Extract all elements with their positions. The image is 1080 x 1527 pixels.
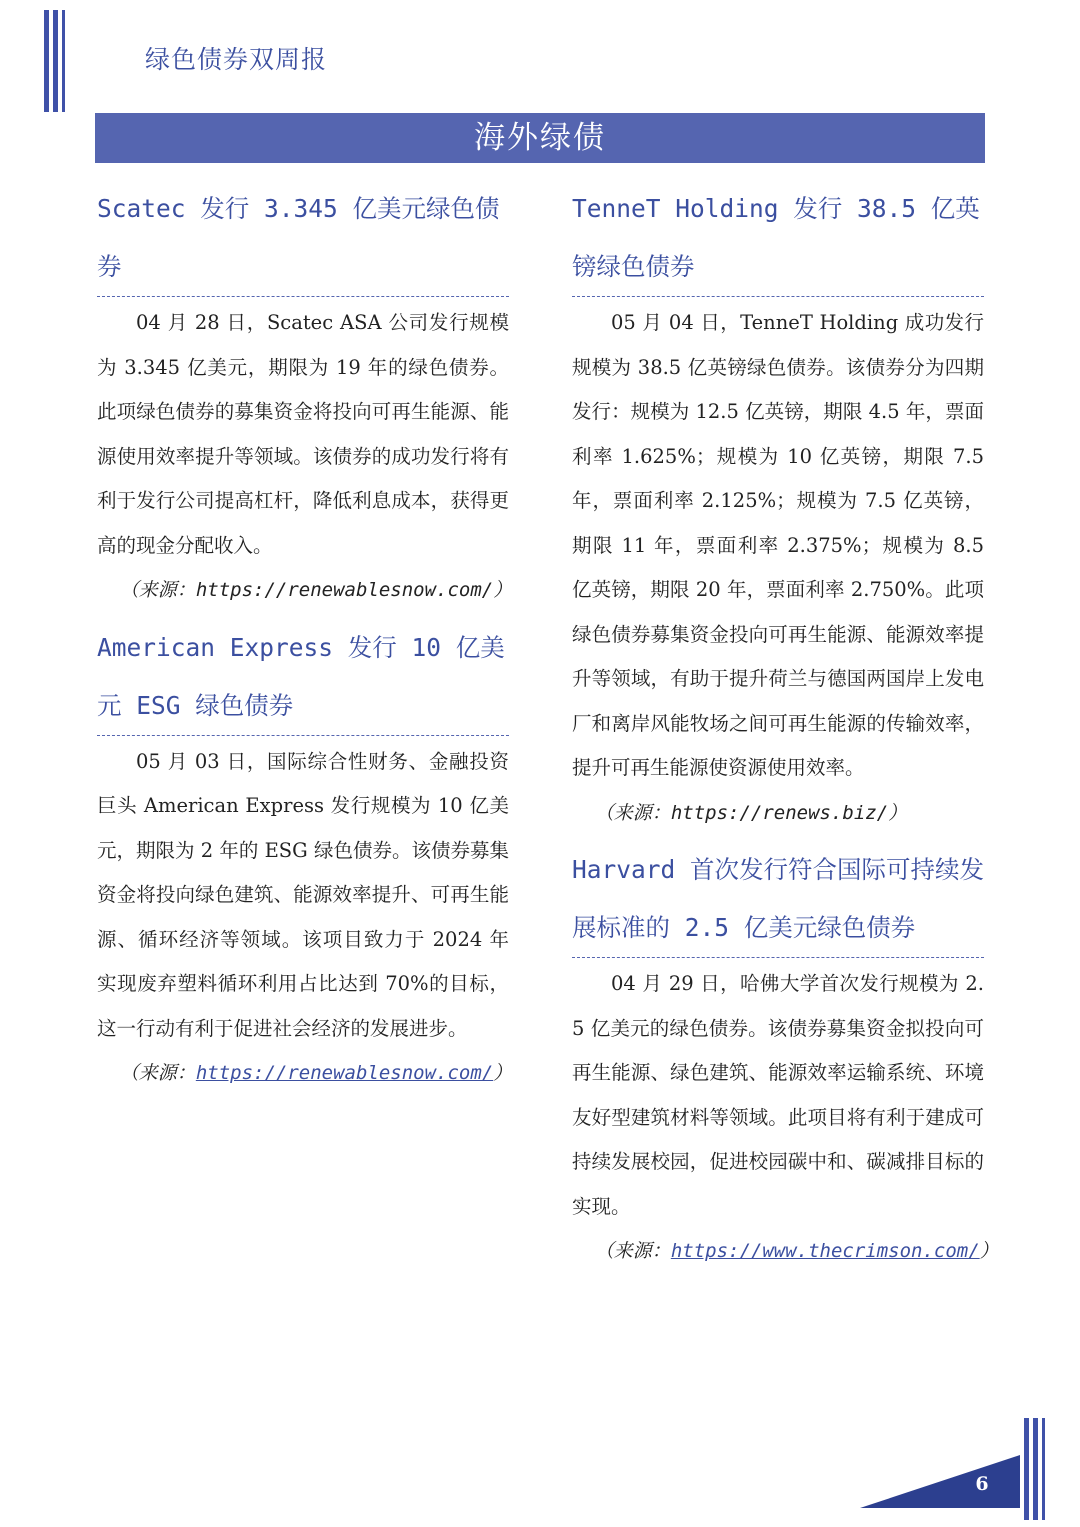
article-body: 05 月 03 日，国际综合性财务、金融投资巨头 American Express 发行规模为 10 亿美元，期限为 2 年的 ESG 绿色债券。该债券募集资金将投向绿色建筑、能源效率提升、可再生能源、循环经济等领域。该项目致力于 2024 年实现废弃塑料循环利用占比达到 70%的目标，这一行动有利于促进社会经济的发展进步。: [97, 749, 509, 1040]
source-link[interactable]: https://renewablesnow.com/: [195, 579, 494, 601]
article-source: （来源：https://renewablesnow.com/）: [119, 579, 513, 601]
article-tennet: [572, 180, 984, 835]
article-body: 05 月 04 日，TenneT Holding 成功发行规模为 38.5 亿英镑绿色债券。该债券分为四期发行：规模为 12.5 亿英镑，期限 4.5 年，票面利率 1.625%；规模为 10 亿英镑，期限 7.5 年，票面利率 2.125%；规模为 7.5 亿英镑，期限 11 年，票面利率 2.375%；规模为 8.5 亿英镑，期限 20 年，票面利率 2.750%。此项绿色债券募集资金投向可再生能源、能源效率提升等领域，有助于提升荷兰与德国两国岸上发电厂和离岸风能牧场之间可再生能源的传输效率，提升可再生能源使资源使用效率。: [572, 311, 984, 779]
header-decoration-bars: [44, 10, 65, 112]
right-column: [572, 180, 999, 1280]
title-divider: [97, 296, 509, 297]
source-link[interactable]: https://renews.biz/: [670, 801, 889, 824]
article-title: Scatec 发行 3.345 亿美元绿色债券: [97, 194, 500, 281]
page-number: 6: [975, 1473, 989, 1495]
title-divider: [572, 296, 984, 297]
title-divider: [97, 735, 509, 736]
article-title: American Express 发行 10 亿美元 ESG 绿色债券: [97, 632, 505, 720]
article-body: 04 月 28 日，Scatec ASA 公司发行规模为 3.345 亿美元，期限为 19 年的绿色债券。此项绿色债券的募集资金将投向可再生能源、能源使用效率提升等领域。该债券的成功发行将有利于发行公司提高杠杆，降低利息成本，获得更高的现金分配收入。: [97, 311, 509, 557]
article-source: （来源：https://renews.biz/）: [594, 801, 908, 824]
article-source: （来源：https://www.thecrimson.com/）: [594, 1240, 999, 1262]
article-american-express: [97, 619, 513, 1096]
header-title: 绿色债券双周报: [145, 45, 328, 74]
article-body: 04 月 29 日，哈佛大学首次发行规模为 2.5 亿美元的绿色债券。该债券募集资金拟投向可再生能源、绿色建筑、能源效率运输系统、环境友好型建筑材料等领域。此项目将有利于建成可持续发展校园，促进校园碳中和、碳减排目标的实现。: [572, 972, 984, 1218]
section-banner: 海外绿债: [95, 113, 985, 163]
article-harvard: [572, 841, 999, 1274]
article-title: Harvard 首次发行符合国际可持续发展标准的 2.5 亿美元绿色债券: [572, 855, 985, 942]
article-title: TenneT Holding 发行 38.5 亿英镑绿色债券: [572, 194, 980, 281]
footer-decoration-bars: [1024, 1418, 1045, 1520]
source-link[interactable]: https://renewablesnow.com/: [195, 1062, 494, 1084]
article-source: （来源：https://renewablesnow.com/）: [119, 1062, 513, 1084]
title-divider: [572, 957, 984, 958]
article-scatec: [97, 180, 513, 613]
left-column: [97, 180, 513, 1102]
source-link[interactable]: https://www.thecrimson.com/: [670, 1240, 980, 1262]
